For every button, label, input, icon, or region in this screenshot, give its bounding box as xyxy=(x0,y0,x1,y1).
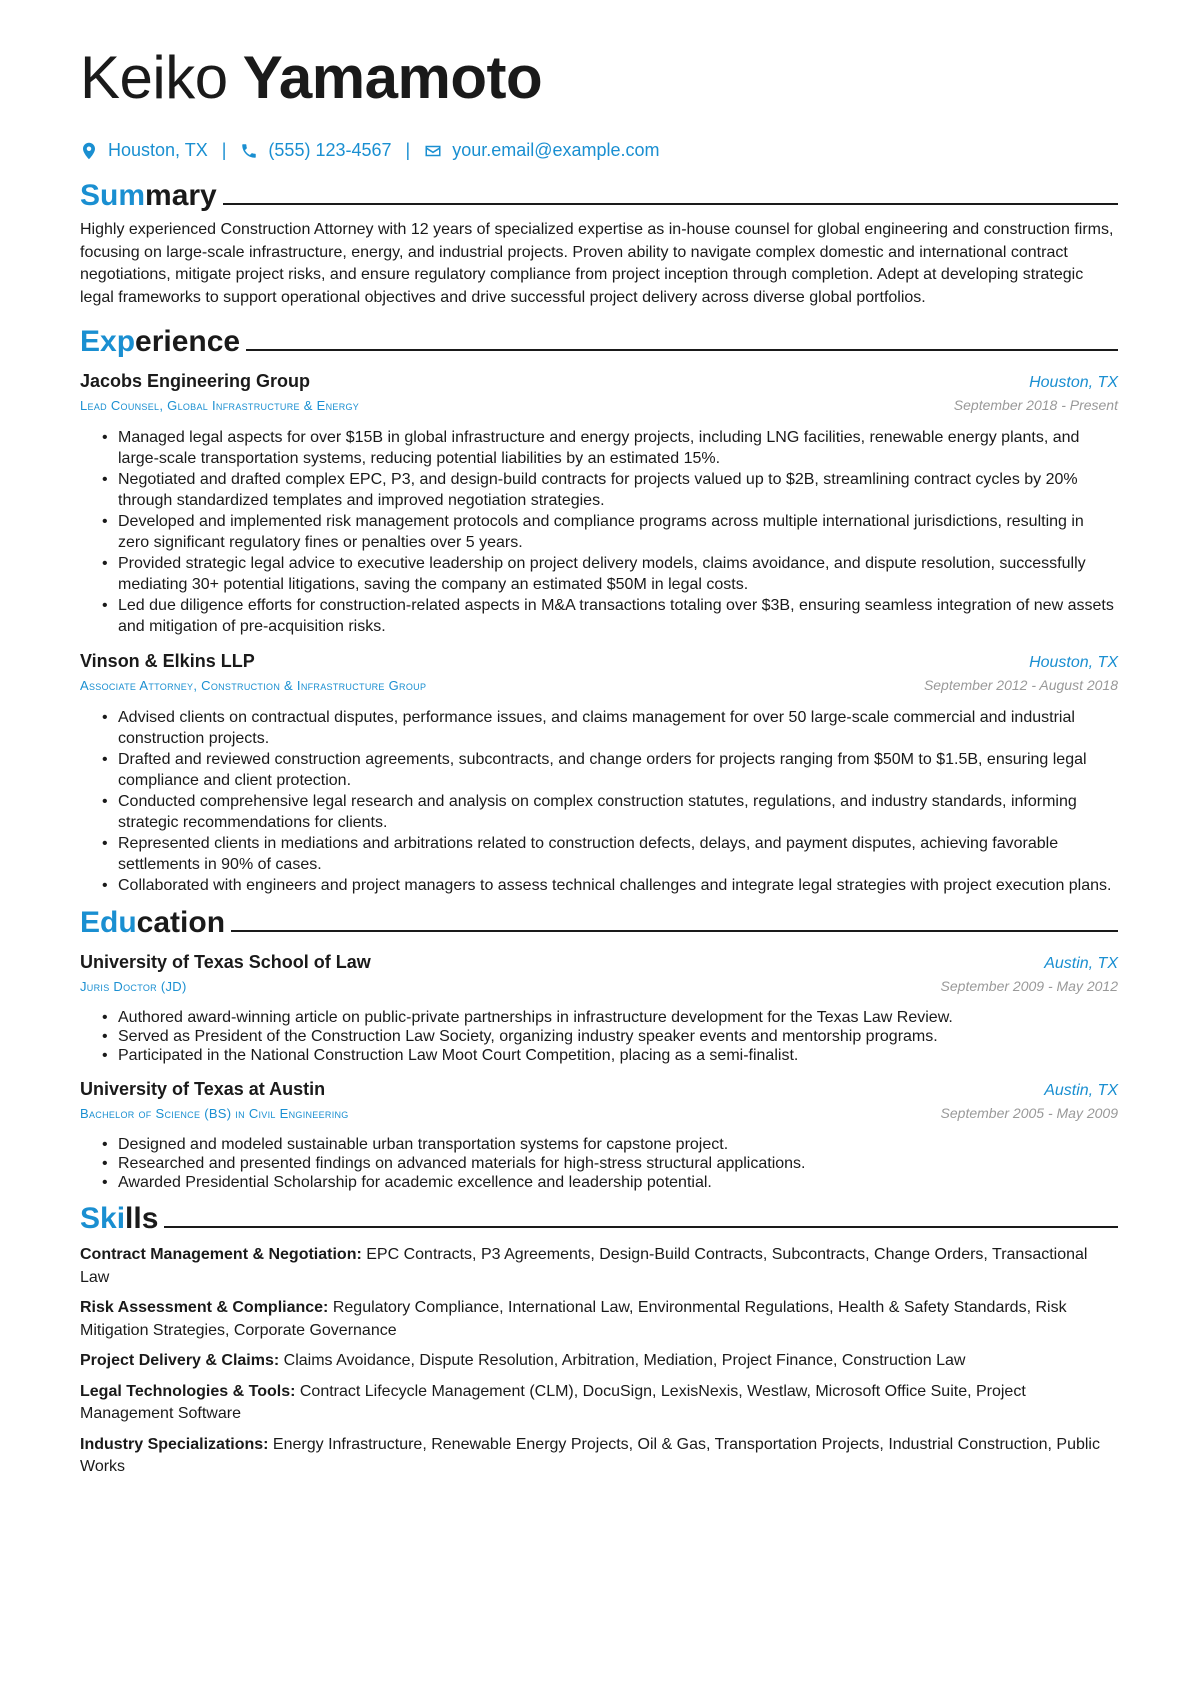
skill-group: Industry Specializations: Energy Infrastructure, Renewable Energy Projects, Oil & Gas, Transportation Projects, Industrial Construction, Public Works xyxy=(80,1435,1100,1475)
entry-location: Houston, TX xyxy=(1029,374,1118,391)
employer-name: Vinson & Elkins LLP xyxy=(80,651,255,671)
list-item: • Developed and implemented risk management protocols and compliance programs across multiple international jurisdictions, resulting in zero significant regulatory fines or penalties over 5 years. xyxy=(118,511,1118,553)
school-name: University of Texas School of Law xyxy=(80,952,371,972)
list-item: • Authored award-winning article on public-private partnerships in infrastructure development for the Texas Law Review. xyxy=(118,1008,1118,1027)
first-name: Keiko xyxy=(80,44,228,111)
bullet-list xyxy=(80,427,1118,637)
section-divider xyxy=(164,1226,1118,1228)
skill-group: Contract Management & Negotiation: EPC Contracts, P3 Agreements, Design-Build Contracts, Subcontracts, Change Orders, Transactional Law xyxy=(80,1246,1088,1286)
experience-entry xyxy=(80,369,1118,637)
map-pin-icon xyxy=(80,142,98,160)
school-name: University of Texas at Austin xyxy=(80,1079,326,1099)
section-divider xyxy=(231,930,1118,932)
experience-section xyxy=(80,319,1118,896)
list-item: • Provided strategic legal advice to executive leadership on project delivery models, claims avoidance, and dispute resolution, successfully mediating 30+ potential litigations, saving the company an estimated $50M in legal costs. xyxy=(118,553,1118,595)
entry-dates: September 2009 - May 2012 xyxy=(940,978,1118,994)
section-title: Experience xyxy=(80,325,241,358)
summary-header xyxy=(80,173,1118,213)
skill-group: Legal Technologies & Tools: Contract Lifecycle Management (CLM), DocuSign, LexisNexis, Westlaw, Microsoft Office Suite, Project Management Software xyxy=(80,1382,1026,1422)
job-title: Lead Counsel, Global Infrastructure & Energy xyxy=(80,398,360,413)
education-entry xyxy=(80,1077,1118,1192)
entry-location: Austin, TX xyxy=(1044,1082,1118,1099)
employer-name: Jacobs Engineering Group xyxy=(80,371,311,391)
entry-dates: September 2005 - May 2009 xyxy=(940,1105,1118,1121)
skill-group: Project Delivery & Claims: Claims Avoidance, Dispute Resolution, Arbitration, Mediation, Project Finance, Construction Law xyxy=(80,1352,966,1369)
phone-icon xyxy=(240,142,258,160)
education-section xyxy=(80,900,1118,1192)
contact-location xyxy=(80,140,208,161)
list-item: • Researched and presented findings on advanced materials for high-stress structural applications. xyxy=(118,1154,1118,1173)
phone-text: (555) 123-4567 xyxy=(268,140,392,160)
section-divider xyxy=(246,349,1118,351)
list-item: • Participated in the National Construction Law Moot Court Competition, placing as a semi-finalist. xyxy=(118,1046,1118,1065)
experience-header xyxy=(80,319,1118,359)
list-item: • Awarded Presidential Scholarship for academic excellence and leadership potential. xyxy=(118,1173,1118,1192)
list-item: • Managed legal aspects for over $15B in global infrastructure and energy projects, including LNG facilities, renewable energy plants, and large-scale transportation systems, reducing potential liabilities by an estimated 15%. xyxy=(118,427,1118,469)
summary-section xyxy=(80,173,1118,309)
entry-location: Austin, TX xyxy=(1044,955,1118,972)
skills-header xyxy=(80,1196,1118,1236)
location-text: Houston, TX xyxy=(108,140,208,160)
candidate-name xyxy=(80,40,1118,116)
education-header xyxy=(80,900,1118,940)
list-item: • Led due diligence efforts for construction-related aspects in M&A transactions totaling over $3B, ensuring seamless integration of new assets and mitigation of pre-acquisition risks. xyxy=(118,595,1118,637)
degree-title: Juris Doctor (JD) xyxy=(80,979,187,994)
contact-email[interactable] xyxy=(424,140,659,161)
bullet-list xyxy=(80,707,1118,896)
contact-bar xyxy=(80,140,1118,161)
section-title: Education xyxy=(80,906,226,939)
last-name: Yamamoto xyxy=(242,44,543,111)
list-item: • Represented clients in mediations and arbitrations related to construction defects, delays, and payment disputes, achieving favorable settlements in 90% of cases. xyxy=(118,833,1118,875)
list-item: • Negotiated and drafted complex EPC, P3, and design-build contracts for projects valued up to $2B, streamlining contract cycles by 20% through standardized templates and improved negotiation strategies. xyxy=(118,469,1118,511)
list-item: • Conducted comprehensive legal research and analysis on complex construction statutes, regulations, and industry standards, informing strategic recommendations for clients. xyxy=(118,791,1118,833)
entry-location: Houston, TX xyxy=(1029,654,1118,671)
entry-dates: September 2012 - August 2018 xyxy=(923,677,1118,693)
skills-section xyxy=(80,1196,1118,1479)
entry-dates: September 2018 - Present xyxy=(953,397,1118,413)
section-divider xyxy=(223,203,1118,205)
summary-text: Highly experienced Construction Attorney with 12 years of specialized expertise as in-house counsel for global engineering and construction firms, focusing on large-scale infrastructure, energy, and industrial projects. Proven ability to navigate complex domestic and international contract negotiations, mitigate project risks, and ensure regulatory compliance from project inception through completion. Adept at developing strategic legal frameworks to support operational objectives and drive successful project delivery across diverse global portfolios. xyxy=(80,221,1114,306)
contact-phone[interactable] xyxy=(240,140,391,161)
section-title: Summary xyxy=(80,179,217,212)
list-item: • Served as President of the Construction Law Society, organizing industry speaker events and mentorship programs. xyxy=(118,1027,1118,1046)
section-title: Skills xyxy=(80,1202,159,1235)
contact-separator: | xyxy=(221,140,227,160)
bullet-list xyxy=(80,1135,1118,1192)
skill-group: Risk Assessment & Compliance: Regulatory Compliance, International Law, Environmental Regulations, Health & Safety Standards, Risk Mitigation Strategies, Corporate Governance xyxy=(80,1299,1067,1339)
bullet-list xyxy=(80,1008,1118,1065)
list-item: • Designed and modeled sustainable urban transportation systems for capstone project. xyxy=(118,1135,1118,1154)
contact-separator: | xyxy=(405,140,411,160)
degree-title: Bachelor of Science (BS) in Civil Engineering xyxy=(80,1106,349,1121)
list-item: • Collaborated with engineers and project managers to assess technical challenges and integrate legal strategies with project execution plans. xyxy=(118,875,1118,896)
education-entry xyxy=(80,950,1118,1065)
experience-entry xyxy=(80,649,1118,896)
job-title: Associate Attorney, Construction & Infrastructure Group xyxy=(80,678,427,693)
email-text: your.email@example.com xyxy=(452,140,660,160)
envelope-icon xyxy=(424,142,442,160)
list-item: • Drafted and reviewed construction agreements, subcontracts, and change orders for projects ranging from $50M to $1.5B, ensuring legal compliance and client protection. xyxy=(118,749,1118,791)
list-item: • Advised clients on contractual disputes, performance issues, and claims management for over 50 large-scale commercial and industrial construction projects. xyxy=(118,707,1118,749)
